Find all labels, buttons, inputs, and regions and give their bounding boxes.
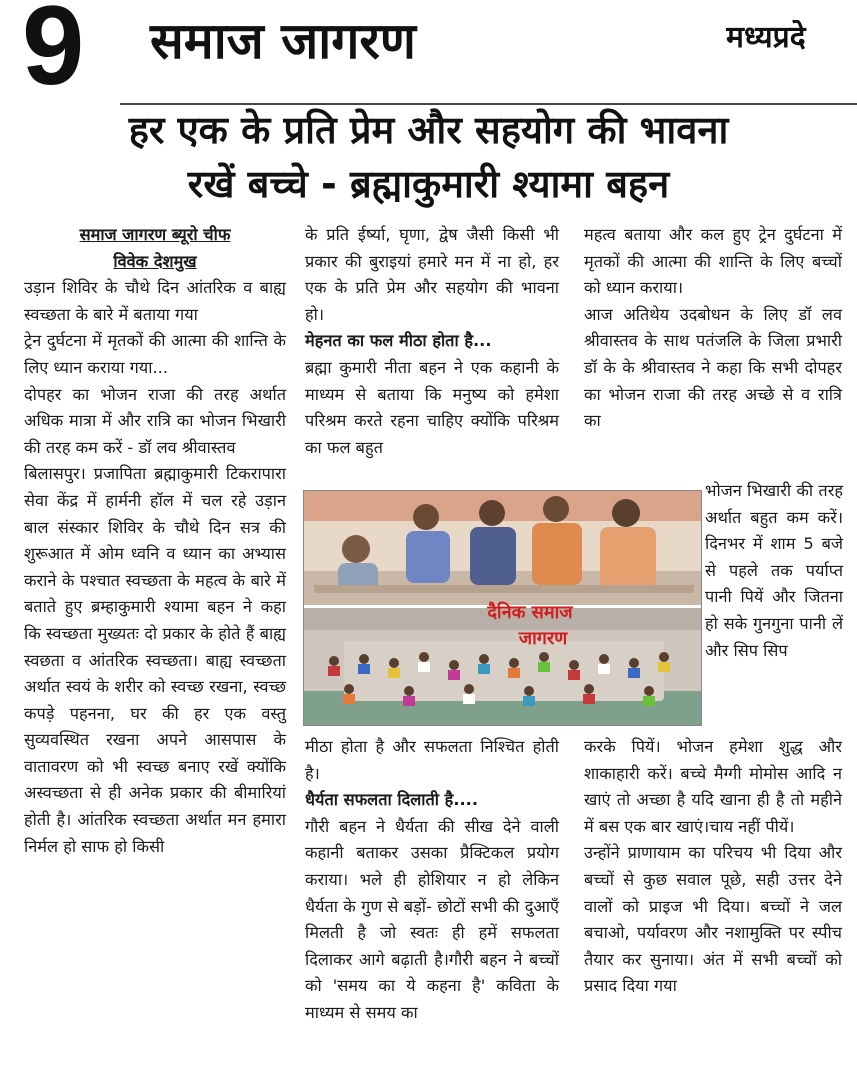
watermark-line-2: जागरण <box>518 628 568 649</box>
article-column-1 <box>24 222 286 860</box>
article-body: बिलासपुर। प्रजापिता ब्रह्माकुमारी टिकरापारा सेवा केंद्र में हार्मनी हॉल में चल रहे उड़ान बाल संस्कार शिविर के चौथे दिन सत्र की शुरूआत में ओम ध्वनि व ध्यान का अभ्यास कराने के पश्चात स्वच्छता के महत्व के बारे में बताते हुए ब्रम्हाकुमारी श्यामा बहन ने कहा कि स्वच्छता मुख्यतः दो प्रकार के होते हैं बाह्य स्वछता व आंतरिक स्वच्छता। बाह्य स्वच्छता अर्थात स्वयं के शरीर को स्वच्छ रखना, स्वच्छ कपड़े पहनना, घर की हर एक वस्तु सुव्यवस्थित रखना अपने आसपास के वातावरण को भी स्वच्छ बनाए रखें क्योंकि अस्वच्छता से ही अनेक प्रकार की बीमारियां होती है। आंतरिक स्वच्छता अर्थात मन हमारा निर्मल हो साफ हो किसी <box>24 464 286 856</box>
article-column-2-top <box>305 222 559 461</box>
subheading-patience: धैर्यता सफलता दिलाती है.... <box>305 790 479 810</box>
article-column-3-top <box>584 222 842 435</box>
intro-point-3: दोपहर का भोजन राजा की तरह अर्थात अधिक मात्रा में और रात्रि का भोजन भिखारी की तरह कम करें - डॉ लव श्रीवास्तव <box>24 384 286 457</box>
masthead <box>0 0 857 108</box>
article-column-3-narrow <box>705 478 843 664</box>
section-title: समाज जागरण <box>150 12 416 70</box>
article-body: भोजन भिखारी की तरह अर्थात बहुत कम करें। दिनभर में शाम 5 बजे से पहले तक पर्याप्त पानी पियें और जितना हो सके गुनगुना पानी लें और सिप सिप <box>705 481 843 660</box>
article-column-3-bottom <box>584 734 842 1000</box>
headline-line-2: रखें बच्चे - ब्रह्माकुमारी श्यामा बहन <box>187 162 670 206</box>
masthead-divider <box>120 103 857 105</box>
article-body: के प्रति ईर्ष्या, घृणा, द्वेष जैसी किसी भी प्रकार की बुराइयां हमारे मन में ना हो, हर एक के प्रति प्रेम और सहयोग की भावना हो। <box>305 225 559 324</box>
article-body: गौरी बहन ने धैर्यता की सीख देने वाली कहानी बताकर उसका प्रैक्टिकल प्रयोग कराया। भले ही होशियार न हो लेकिन धैर्यता के गुण से बड़ों- छोटों सभी की दुआएँ मिलती है जो स्वतः ही हमें सफलता दिलाकर आगे बढ़ाती है।गौरी बहन ने बच्चों को 'समय का ये कहना है' कविता के माध्यम से समय का <box>305 816 559 1022</box>
subheading-hard-work: मेहनत का फल मीठा होता है... <box>305 331 492 351</box>
article-body: करके पियें। भोजन हमेशा शुद्ध और शाकाहारी करें। बच्चे मैग्गी मोमोस आदि न खाएं तो अच्छा है यदि खाना ही है तो महीने में बस एक बार खाएं।चाय नहीं पीयें। <box>584 737 842 836</box>
article-body: उन्होंने प्राणायाम का परिचय भी दिया और बच्चों से कुछ सवाल पूछे, सही उत्तर देने वालों को प्राइज भी दिया। बच्चों ने जल बचाओ, पर्यावरण और नशामुक्ति पर स्पीच तैयार कर सुनाया। अंत में सभी बच्चों को प्रसाद दिया गया <box>584 843 842 996</box>
article-body: आज अतिथेय उदबोधन के लिए डॉ लव श्रीवास्तव के साथ पतंजलि के जिला प्रभारी डॉ के के श्रीवास्तव ने कहा कि सभी दोपहर का भोजन राजा की तरह अच्छे से व रात्रि का <box>584 304 842 431</box>
headline-line-1: हर एक के प्रति प्रेम और सहयोग की भावना <box>128 108 729 152</box>
intro-point-1: उड़ान शिविर के चौथे दिन आंतरिक व बाह्य स्वच्छता के बारे में बताया गया <box>24 278 286 324</box>
article-body: मीठा होता है और सफलता निश्चित होती है। <box>305 737 559 783</box>
article-body: ब्रह्मा कुमारी नीता बहन ने एक कहानी के माध्यम से बताया कि मनुष्य को हमेशा परिश्रम करते रहना चाहिए क्योंकि परिश्रम का फल बहुत <box>305 357 559 457</box>
article-column-2-bottom <box>305 734 559 1027</box>
byline-title: समाज जागरण ब्यूरो चीफ <box>79 225 231 244</box>
article-body: महत्व बताया और कल हुए ट्रेन दुर्घटना में मृतकों की आत्मा की शान्ति के लिए बच्चों को ध्यान कराया। <box>584 225 842 298</box>
page-number: 9 <box>22 0 85 108</box>
watermark-line-1: दैनिक समाज <box>487 602 573 623</box>
intro-point-2: ट्रेन दुर्घटना में मृतकों की आत्मा की शान्ति के लिए ध्यान कराया गया... <box>24 331 286 377</box>
byline-name: विवेक देशमुख <box>113 251 197 271</box>
newspaper-watermark <box>450 600 610 652</box>
edition-label: मध्यप्रदे <box>726 20 806 55</box>
